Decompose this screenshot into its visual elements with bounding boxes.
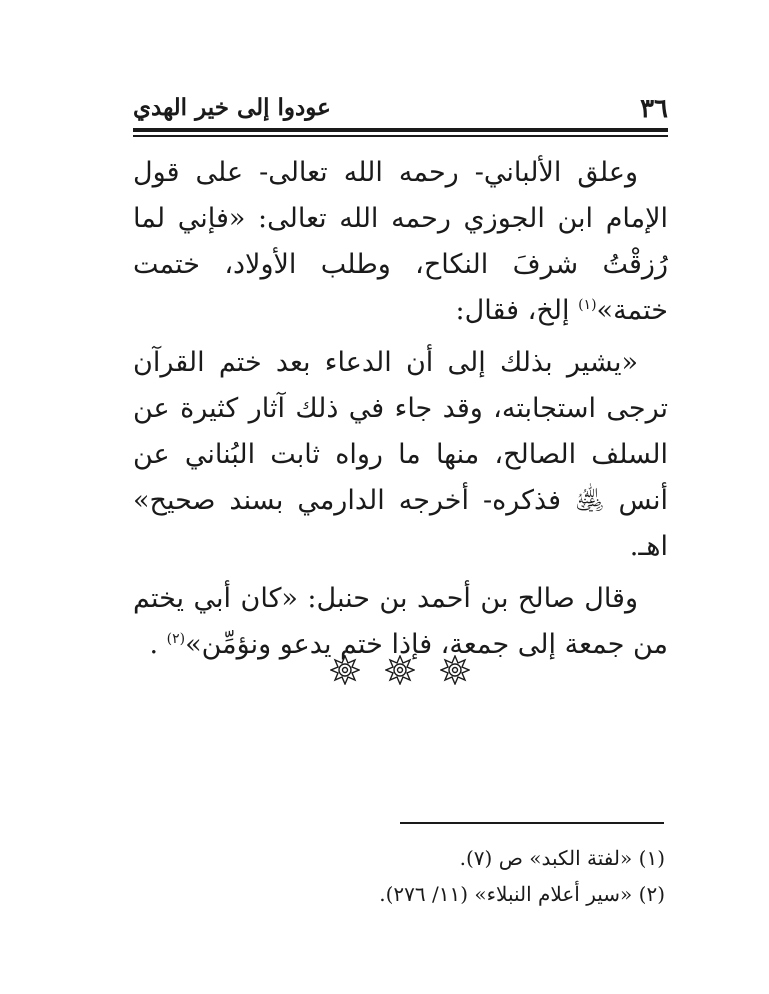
footnote-number: (٢) — [638, 882, 665, 906]
footnote-marker: (١) — [578, 297, 597, 313]
paragraph-tail: إلخ، فقال: — [455, 295, 579, 326]
footnote-text: «سير أعلام النبلاء» (١١/ ٢٧٦). — [379, 882, 633, 906]
footnote-number: (١) — [638, 846, 665, 870]
rosette-icon — [385, 655, 415, 685]
paragraph-text: وقال صالح بن أحمد بن حنبل: «كان أبي يختم من جمعة إلى جمعة، فإذا ختم يدعو ونؤمِّن» — [133, 583, 668, 660]
footnote — [300, 840, 665, 876]
footnotes — [300, 840, 665, 912]
rosette-icon — [440, 655, 470, 685]
running-title: عودوا إلى خير الهدي — [133, 94, 331, 121]
footnote-marker: (٢) — [166, 631, 186, 647]
footnote-text: «لفتة الكبد» ص (٧). — [459, 846, 633, 870]
paragraph-text: وعلق الألباني- رحمه الله تعالى- على قول الإمام ابن الجوزي رحمه الله تعالى: «فإني لما رُزقْتُ شرفَ النكاح، وطلب الأولاد، ختمت ختمة» — [133, 157, 668, 326]
footnote-separator — [400, 822, 664, 824]
footnote — [300, 876, 665, 912]
body-text — [133, 150, 668, 674]
header-rule-thick — [133, 128, 668, 132]
paragraph-tail: . — [149, 629, 167, 660]
page-header — [133, 92, 668, 128]
page-number: ٣٦ — [640, 94, 668, 124]
header-rule-thin — [133, 135, 668, 137]
rosette-icon — [330, 655, 360, 685]
paragraph — [133, 340, 668, 570]
paragraph-text: «يشير بذلك إلى أن الدعاء بعد ختم القرآن ترجى استجابته، وقد جاء في ذلك آثار كثيرة عن السلف الصالح، منها ما رواه ثابت البُناني عن أنس ﵁ فذكره- أخرجه الدارمي بسند صحيح» اهـ. — [133, 347, 668, 562]
paragraph — [133, 150, 668, 334]
section-divider — [330, 650, 470, 690]
